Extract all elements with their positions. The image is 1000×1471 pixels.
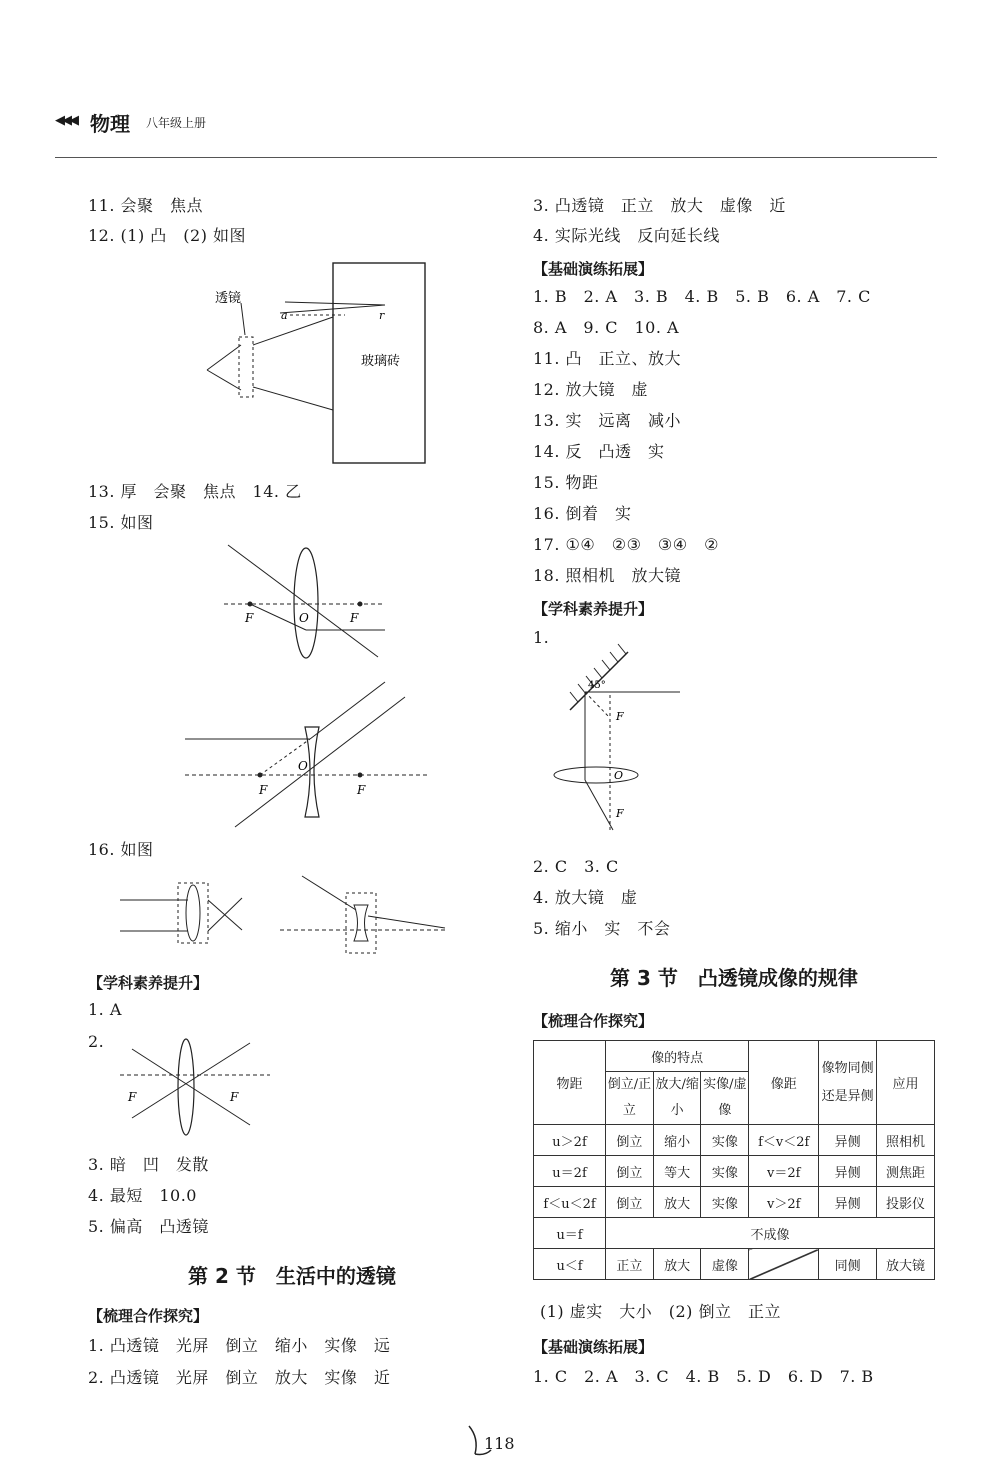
th-use: 应用 [877,1041,935,1125]
table-row [534,1249,935,1280]
figure-convex-rays [120,1035,270,1140]
answer-line: 4. 最短 10.0 [88,1186,197,1205]
th-real: 实像/虚像 [701,1072,749,1125]
table-cell: 不成像 [606,1218,935,1249]
answer-line: 12. (1) 凸 (2) 如图 [88,226,247,245]
answer-line: 14. 反 凸透 实 [533,442,665,461]
table-cell: 倒立 [606,1187,654,1218]
section-heading: 【基础演练拓展】 [533,260,654,278]
answer-line: 8. A 9. C 10. A [533,318,680,337]
focus-label: F [230,1090,239,1104]
answer-line: 13. 厚 会聚 焦点 14. 乙 [88,482,302,501]
answer-line: 17. ①④ ②③ ③④ ② [533,535,719,554]
table-cell: 缩小 [653,1125,701,1156]
answer-line: 4. 放大镜 虚 [533,888,638,907]
answer-line: 16. 如图 [88,840,154,859]
table-cell: 倒立 [606,1156,654,1187]
figure-mirror-lens [548,640,688,840]
table-cell: 实像 [701,1187,749,1218]
table-cell: 测焦距 [877,1156,935,1187]
table-cell: 异侧 [819,1156,877,1187]
center-label: O [298,759,308,773]
figure-convex-lens [220,540,390,660]
th-image-features: 像的特点 [606,1041,749,1072]
table-cell: u＝2f [534,1156,606,1187]
table-cell: f＜u＜2f [534,1187,606,1218]
focus-label: F [357,783,366,797]
table-cell: 放大镜 [877,1249,935,1280]
table-cell: 实像 [701,1125,749,1156]
table-row [534,1125,935,1156]
th-object-distance: 物距 [534,1041,606,1125]
answer-line: (1) 虚实 大小 (2) 倒立 正立 [540,1302,782,1321]
figure-16-lens-boxes [120,868,460,958]
lens-label: 透镜 [215,291,242,306]
table-cell: 同侧 [819,1249,877,1280]
table-cell-slashed [749,1249,819,1280]
focus-label: F [616,807,624,820]
answer-line: 2. 凸透镜 光屏 倒立 放大 实像 近 [88,1368,391,1387]
answer-line: 16. 倒着 实 [533,504,632,523]
answer-line: 3. 暗 凹 发散 [88,1155,209,1174]
table-cell: u＝f [534,1218,606,1249]
th-side: 像物同侧还是异侧 [819,1041,877,1125]
answer-line: 1. 凸透镜 光屏 倒立 缩小 实像 远 [88,1336,391,1355]
answer-line: 1. B 2. A 3. B 4. B 5. B 6. A 7. C [533,287,871,306]
table-cell: 实像 [701,1156,749,1187]
table-cell: v＝2f [749,1156,819,1187]
table-cell: 正立 [606,1249,654,1280]
header-subject: 物理 [90,112,130,136]
table-cell: 投影仪 [877,1187,935,1218]
focus-label: F [616,710,624,723]
table-cell: v＞2f [749,1187,819,1218]
table-row [534,1156,935,1187]
figure-lens-glass-brick [195,255,445,470]
figure-concave-lens [185,672,435,832]
imaging-rules-table [533,1040,935,1280]
section-title: 第 3 节 凸透镜成像的规律 [610,966,858,990]
focus-label: F [350,611,359,625]
point-r-label: r [379,309,385,322]
answer-line: 15. 物距 [533,473,599,492]
answer-line: 2. [88,1032,105,1051]
table-cell: 虚像 [701,1249,749,1280]
th-size: 放大/缩小 [653,1072,701,1125]
focus-label: F [245,611,254,625]
table-cell: 放大 [653,1187,701,1218]
table-cell: 异侧 [819,1187,877,1218]
th-upright: 倒立/正立 [606,1072,654,1125]
answer-line: 1. [533,628,550,647]
answer-line: 4. 实际光线 反向延长线 [533,226,720,245]
answer-line: 12. 放大镜 虚 [533,380,649,399]
center-label: O [614,769,624,782]
header-mark: ◀◀◀ [55,113,76,128]
point-a-label: a [281,309,288,322]
header-rule [55,157,937,158]
focus-label: F [259,783,268,797]
section-heading: 【梳理合作探究】 [88,1307,209,1325]
table-cell: 倒立 [606,1125,654,1156]
angle-label: 45° [588,680,606,691]
answer-line: 2. C 3. C [533,857,619,876]
answer-line: 5. 缩小 实 不会 [533,919,671,938]
table-cell: u＞2f [534,1125,606,1156]
center-label: O [299,611,309,625]
header-grade: 八年级上册 [146,116,207,130]
answer-line: 13. 实 远离 减小 [533,411,682,430]
answer-line: 5. 偏高 凸透镜 [88,1217,209,1236]
answer-line: 11. 凸 正立、放大 [533,349,682,368]
section-heading: 【学科素养提升】 [88,974,209,992]
page-number: 118 [484,1434,515,1453]
table-cell: 等大 [653,1156,701,1187]
answer-line: 1. A [88,1000,122,1019]
section-title: 第 2 节 生活中的透镜 [188,1264,396,1288]
answer-line: 1. C 2. A 3. C 4. B 5. D 6. D 7. B [533,1367,874,1386]
answer-line: 15. 如图 [88,513,154,532]
table-cell: f＜v＜2f [749,1125,819,1156]
answer-line: 3. 凸透镜 正立 放大 虚像 近 [533,196,786,215]
table-row [534,1218,935,1249]
focus-label: F [128,1090,137,1104]
answer-line: 18. 照相机 放大镜 [533,566,682,585]
table-cell: 放大 [653,1249,701,1280]
answer-line: 11. 会聚 焦点 [88,196,204,215]
th-image-distance: 像距 [749,1041,819,1125]
table-row [534,1187,935,1218]
section-heading: 【梳理合作探究】 [533,1012,654,1030]
section-heading: 【基础演练拓展】 [533,1338,654,1356]
lens-outline [239,337,253,397]
table-cell: 照相机 [877,1125,935,1156]
table-cell: 异侧 [819,1125,877,1156]
glass-label: 玻璃砖 [361,354,401,369]
section-heading: 【学科素养提升】 [533,600,654,618]
table-cell: u＜f [534,1249,606,1280]
